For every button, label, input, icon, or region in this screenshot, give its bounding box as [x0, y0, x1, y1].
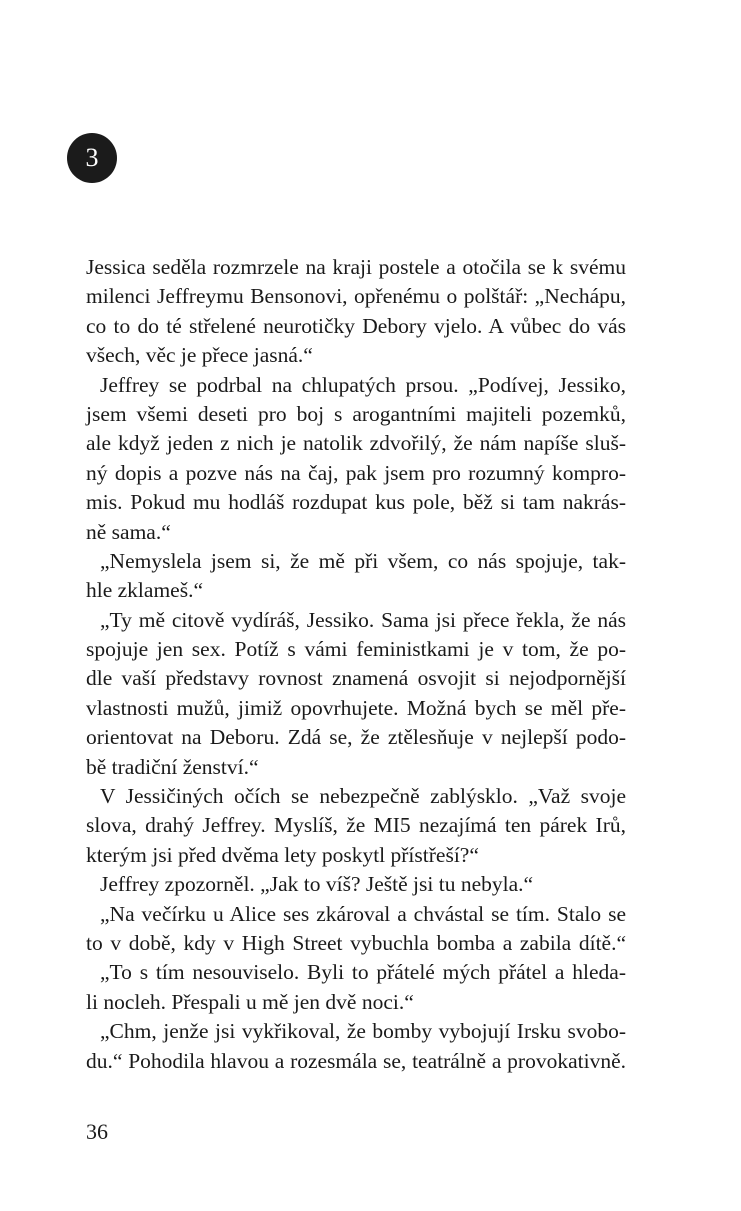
text-line: „Nemyslela jsem si, že mě při všem, co nás spojuje, tak- — [100, 548, 626, 573]
text-line: Jeffrey se podrbal na chlupatých prsou. „Podívej, Jessiko, — [100, 372, 626, 397]
text-line: ně sama.“ — [86, 519, 171, 544]
text-line: dle vaší představy rovnost znamená osvojit si nejodpornější — [86, 666, 626, 691]
text-line: milenci Jeffreymu Bensonovi, opřenému o polštář: „Nechápu, — [86, 284, 626, 309]
text-line: du.“ Pohodila hlavou a rozesmála se, teatrálně a provokativně. — [86, 1048, 626, 1073]
text-line: „Na večírku u Alice ses zkároval a chvástal se tím. Stalo se — [100, 901, 626, 926]
text-line: jsem všemi deseti pro boj s arogantními majiteli pozemků, — [86, 401, 626, 426]
text-line: mis. Pokud mu hodláš rozdupat kus pole, běž si tam nakrás- — [86, 490, 626, 515]
text-line: bě tradiční ženství.“ — [86, 754, 259, 779]
body-text — [86, 253, 626, 1076]
chapter-number: 3 — [85, 143, 99, 172]
text-line: li nocleh. Přespali u mě jen dvě noci.“ — [86, 989, 414, 1014]
text-line: Jessica seděla rozmrzele na kraji postele a otočila se k svému — [86, 255, 626, 279]
text-line: V Jessičiných očích se nebezpečně zablýsklo. „Važ svoje — [100, 784, 626, 809]
text-line: Jeffrey zpozorněl. „Jak to víš? Ještě jsi tu nebyla.“ — [100, 872, 534, 897]
text-line: to v době, kdy v High Street vybuchla bomba a zabila dítě.“ — [86, 930, 626, 955]
text-line: všech, věc je přece jasná.“ — [86, 343, 313, 368]
text-line: „Chm, jenže jsi vykřikoval, že bomby vybojují Irsku svobo- — [100, 1019, 626, 1044]
text-line: vlastnosti mužů, jimiž opovrhujete. Možná bych se měl pře- — [86, 695, 626, 720]
chapter-number-badge — [67, 133, 117, 183]
text-line: kterým jsi před dvěma lety poskytl přístřeší?“ — [86, 842, 479, 867]
text-line: orientovat na Deboru. Zdá se, že ztělesňuje v nejlepší podo- — [86, 725, 626, 750]
text-line: slova, drahý Jeffrey. Myslíš, že MI5 nezajímá ten párek Irů, — [86, 813, 626, 838]
text-line: „To s tím nesouviselo. Byli to přátelé mých přátel a hleda- — [100, 960, 626, 985]
text-line: co to do té střelené neurotičky Debory vjelo. A vůbec do vás — [86, 313, 626, 338]
text-line: ale když jeden z nich je natolik zdvořilý, že nám napíše sluš- — [86, 431, 626, 456]
text-line: ný dopis a pozve nás na čaj, pak jsem pro rozumný kompro- — [86, 460, 626, 485]
text-line: „Ty mě citově vydíráš, Jessiko. Sama jsi přece řekla, že nás — [100, 607, 626, 632]
text-line: spojuje jen sex. Potíž s vámi feministkami je v tom, že po- — [86, 637, 626, 662]
page-number: 36 — [86, 1119, 108, 1144]
text-line: hle zklameš.“ — [86, 578, 204, 603]
